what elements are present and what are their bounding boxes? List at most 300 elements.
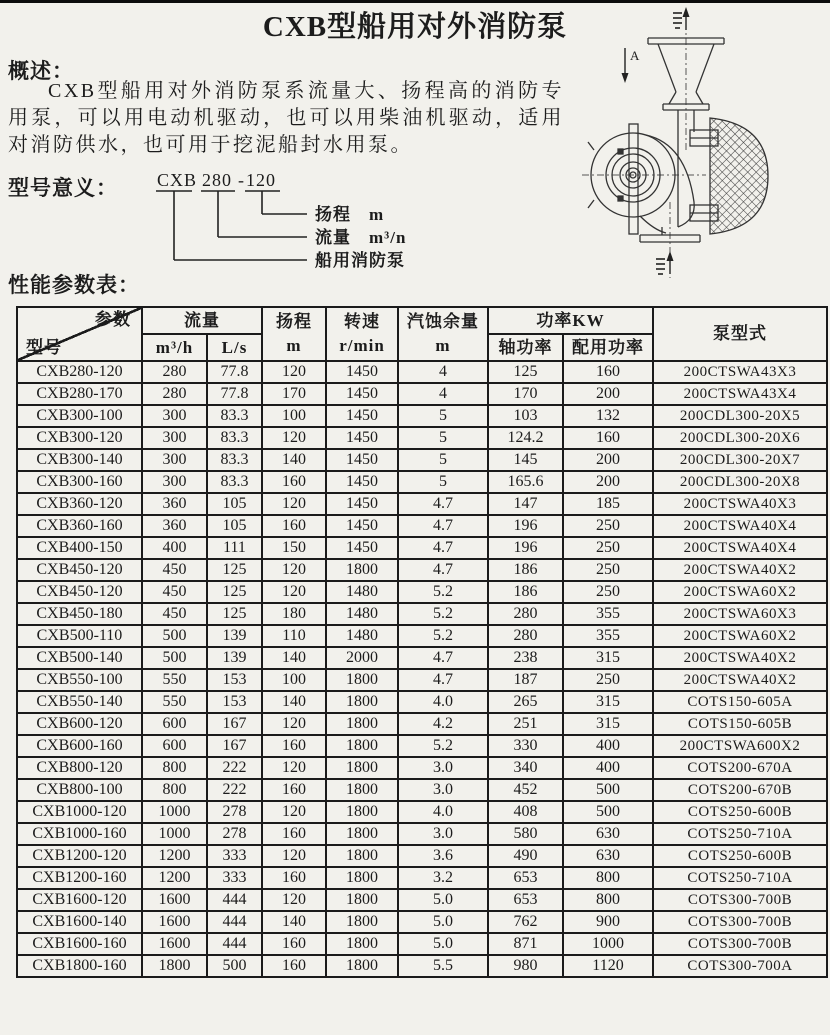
table-cell: 200CTSWA600X2	[653, 735, 827, 757]
table-cell: CXB300-100	[17, 405, 142, 427]
table-cell: 300	[142, 405, 207, 427]
table-cell: 200CDL300-20X8	[653, 471, 827, 493]
table-cell: 444	[207, 933, 262, 955]
table-row	[17, 493, 827, 515]
table-row	[17, 801, 827, 823]
table-cell: 200CTSWA43X3	[653, 361, 827, 383]
table-cell: 450	[142, 581, 207, 603]
table-cell: 1800	[326, 713, 398, 735]
table-cell: 580	[488, 823, 563, 845]
table-cell: CXB1200-120	[17, 845, 142, 867]
head-header	[262, 307, 326, 361]
table-cell: 222	[207, 757, 262, 779]
table-cell: 250	[563, 669, 653, 691]
table-cell: 360	[142, 493, 207, 515]
table-cell: 124.2	[488, 427, 563, 449]
table-cell: 83.3	[207, 449, 262, 471]
table-cell: 980	[488, 955, 563, 977]
table-cell: 1450	[326, 427, 398, 449]
table-cell: 1450	[326, 361, 398, 383]
table-cell: 300	[142, 471, 207, 493]
table-row	[17, 823, 827, 845]
table-cell: 1600	[142, 889, 207, 911]
table-cell: 400	[142, 537, 207, 559]
table-cell: 5.2	[398, 735, 488, 757]
table-cell: 160	[563, 427, 653, 449]
table-cell: 1480	[326, 603, 398, 625]
table-cell: CXB1000-160	[17, 823, 142, 845]
table-cell: 278	[207, 801, 262, 823]
table-cell: 500	[142, 625, 207, 647]
table-cell: 1450	[326, 537, 398, 559]
table-cell: 450	[142, 603, 207, 625]
table-row	[17, 625, 827, 647]
table-cell: COTS250-600B	[653, 801, 827, 823]
table-cell: COTS250-600B	[653, 845, 827, 867]
table-cell: 600	[142, 713, 207, 735]
table-cell: CXB550-140	[17, 691, 142, 713]
model-code-flow: 280	[202, 170, 232, 190]
table-cell: 120	[262, 845, 326, 867]
table-cell: COTS200-670B	[653, 779, 827, 801]
table-row	[17, 537, 827, 559]
table-cell: 83.3	[207, 471, 262, 493]
table-cell: CXB1600-140	[17, 911, 142, 933]
table-cell: 200CTSWA40X4	[653, 537, 827, 559]
table-cell: 1000	[142, 801, 207, 823]
table-cell: 77.8	[207, 361, 262, 383]
table-cell: 160	[563, 361, 653, 383]
table-cell: CXB450-180	[17, 603, 142, 625]
table-cell: 500	[142, 647, 207, 669]
table-cell: 200CTSWA40X3	[653, 493, 827, 515]
table-cell: 120	[262, 713, 326, 735]
table-cell: 2000	[326, 647, 398, 669]
table-cell: 4.0	[398, 691, 488, 713]
table-cell: 5.2	[398, 603, 488, 625]
table-cell: 280	[142, 383, 207, 405]
table-cell: 120	[262, 361, 326, 383]
table-cell: 5	[398, 449, 488, 471]
table-cell: 1800	[326, 889, 398, 911]
table-cell: 120	[262, 427, 326, 449]
table-row	[17, 757, 827, 779]
table-cell: 100	[262, 669, 326, 691]
table-cell: CXB1000-120	[17, 801, 142, 823]
table-cell: 125	[488, 361, 563, 383]
table-cell: 315	[563, 647, 653, 669]
table-cell: 1000	[563, 933, 653, 955]
table-cell: 111	[207, 537, 262, 559]
table-cell: CXB500-140	[17, 647, 142, 669]
table-cell: 140	[262, 911, 326, 933]
table-row	[17, 603, 827, 625]
table-row	[17, 845, 827, 867]
page-title: CXB型船用对外消防泵	[262, 11, 568, 43]
table-cell: 100	[262, 405, 326, 427]
table-cell: CXB1600-160	[17, 933, 142, 955]
table-cell: 1450	[326, 471, 398, 493]
table-header	[17, 307, 827, 361]
overview-heading: 概述：	[8, 59, 74, 83]
table-cell: 200CDL300-20X5	[653, 405, 827, 427]
table-cell: 120	[262, 889, 326, 911]
table-cell: 5.0	[398, 889, 488, 911]
table-cell: 200CTSWA40X4	[653, 515, 827, 537]
param-model-header	[17, 307, 142, 361]
table-cell: 196	[488, 515, 563, 537]
table-cell: CXB280-170	[17, 383, 142, 405]
table-row	[17, 559, 827, 581]
table-cell: 167	[207, 735, 262, 757]
table-cell: 160	[262, 933, 326, 955]
table-cell: 1480	[326, 581, 398, 603]
table-cell: 450	[142, 559, 207, 581]
table-cell: 1800	[326, 779, 398, 801]
table-cell: 500	[563, 779, 653, 801]
table-cell: COTS300-700A	[653, 955, 827, 977]
table-cell: 83.3	[207, 427, 262, 449]
table-cell: COTS250-710A	[653, 867, 827, 889]
table-cell: 185	[563, 493, 653, 515]
table-cell: 1800	[326, 669, 398, 691]
table-cell: 110	[262, 625, 326, 647]
param-label: 参数	[95, 310, 131, 329]
table-row	[17, 383, 827, 405]
table-cell: 77.8	[207, 383, 262, 405]
power-header: 功率KW	[488, 307, 653, 334]
table-cell: 139	[207, 647, 262, 669]
table-cell: CXB1200-160	[17, 867, 142, 889]
table-cell: 160	[262, 515, 326, 537]
table-cell: 1800	[326, 845, 398, 867]
table-cell: 200CTSWA40X2	[653, 647, 827, 669]
table-row	[17, 647, 827, 669]
table-cell: 4.7	[398, 647, 488, 669]
table-cell: 250	[563, 537, 653, 559]
table-cell: 186	[488, 581, 563, 603]
performance-table	[16, 306, 828, 978]
table-cell: 186	[488, 559, 563, 581]
table-cell: 165.6	[488, 471, 563, 493]
speed-header	[326, 307, 398, 361]
table-cell: 200CTSWA60X3	[653, 603, 827, 625]
table-cell: 120	[262, 559, 326, 581]
speed-label: 转速	[344, 312, 380, 331]
table-cell: 653	[488, 867, 563, 889]
table-cell: 3.6	[398, 845, 488, 867]
table-cell: 490	[488, 845, 563, 867]
table-cell: 900	[563, 911, 653, 933]
table-cell: 360	[142, 515, 207, 537]
table-cell: 1120	[563, 955, 653, 977]
table-cell: CXB550-100	[17, 669, 142, 691]
table-cell: 800	[563, 889, 653, 911]
table-cell: 300	[142, 427, 207, 449]
model-code-separator: -	[238, 170, 245, 190]
speed-unit: r/min	[339, 336, 385, 355]
table-cell: CXB300-120	[17, 427, 142, 449]
table-cell: 550	[142, 691, 207, 713]
table-cell: 4.7	[398, 669, 488, 691]
table-cell: 160	[262, 823, 326, 845]
table-cell: CXB600-160	[17, 735, 142, 757]
table-cell: 5	[398, 427, 488, 449]
table-cell: 1800	[142, 955, 207, 977]
table-cell: 4	[398, 361, 488, 383]
pump-type-header: 泵型式	[653, 307, 827, 361]
table-cell: 630	[563, 823, 653, 845]
table-cell: CXB1800-160	[17, 955, 142, 977]
table-cell: 200CTSWA60X2	[653, 581, 827, 603]
table-cell: 315	[563, 713, 653, 735]
table-cell: 3.2	[398, 867, 488, 889]
table-cell: 250	[563, 559, 653, 581]
table-cell: 3.0	[398, 779, 488, 801]
table-cell: CXB800-120	[17, 757, 142, 779]
table-cell: 132	[563, 405, 653, 427]
table-cell: 630	[563, 845, 653, 867]
table-cell: 139	[207, 625, 262, 647]
table-cell: CXB500-110	[17, 625, 142, 647]
table-cell: 160	[262, 779, 326, 801]
table-cell: 150	[262, 537, 326, 559]
table-cell: 120	[262, 493, 326, 515]
table-cell: 125	[207, 559, 262, 581]
table-cell: 4.2	[398, 713, 488, 735]
table-cell: 222	[207, 779, 262, 801]
table-cell: 200	[563, 383, 653, 405]
model-code-diagram	[132, 168, 562, 280]
table-cell: 1200	[142, 845, 207, 867]
table-cell: 4	[398, 383, 488, 405]
callout-head: 扬程 m	[315, 205, 385, 224]
table-cell: 333	[207, 845, 262, 867]
table-cell: 1800	[326, 867, 398, 889]
table-cell: 5	[398, 405, 488, 427]
table-cell: COTS300-700B	[653, 933, 827, 955]
table-cell: 340	[488, 757, 563, 779]
callout-pump-name: 船用消防泵	[315, 251, 405, 270]
table-cell: 333	[207, 867, 262, 889]
table-cell: 5.2	[398, 625, 488, 647]
table-cell: 160	[262, 735, 326, 757]
table-cell: 250	[563, 515, 653, 537]
table-cell: 120	[262, 581, 326, 603]
model-code-head: 120	[246, 170, 276, 190]
table-cell: COTS250-710A	[653, 823, 827, 845]
table-cell: 4.0	[398, 801, 488, 823]
table-cell: 1600	[142, 933, 207, 955]
table-cell: 3.0	[398, 823, 488, 845]
table-cell: COTS200-670A	[653, 757, 827, 779]
table-cell: 4.7	[398, 515, 488, 537]
table-cell: CXB300-140	[17, 449, 142, 471]
table-cell: 1800	[326, 955, 398, 977]
table-cell: 147	[488, 493, 563, 515]
table-row	[17, 449, 827, 471]
table-row	[17, 471, 827, 493]
table-row	[17, 933, 827, 955]
npsh-unit: m	[435, 336, 451, 355]
flow-header: 流量	[142, 307, 262, 334]
table-cell: 200CTSWA40X2	[653, 669, 827, 691]
outlet-arrow	[673, 7, 690, 30]
table-cell: 160	[262, 867, 326, 889]
table-cell: 355	[563, 603, 653, 625]
table-cell: 200CTSWA43X4	[653, 383, 827, 405]
table-cell: 120	[262, 757, 326, 779]
table-cell: CXB800-100	[17, 779, 142, 801]
table-cell: 250	[563, 581, 653, 603]
table-cell: 280	[142, 361, 207, 383]
table-cell: 1000	[142, 823, 207, 845]
table-cell: CXB600-120	[17, 713, 142, 735]
table-cell: CXB360-160	[17, 515, 142, 537]
centerlines	[582, 8, 706, 278]
table-row	[17, 955, 827, 977]
table-cell: 238	[488, 647, 563, 669]
table-cell: 1800	[326, 801, 398, 823]
table-row	[17, 361, 827, 383]
table-cell: 170	[262, 383, 326, 405]
table-cell: 4.7	[398, 493, 488, 515]
table-row	[17, 691, 827, 713]
table-cell: 4.7	[398, 559, 488, 581]
table-cell: 1600	[142, 911, 207, 933]
table-cell: COTS150-605B	[653, 713, 827, 735]
table-cell: 187	[488, 669, 563, 691]
model-meaning-heading: 型号意义：	[8, 176, 118, 200]
shaft-power-header: 轴功率	[488, 334, 563, 361]
table-cell: 600	[142, 735, 207, 757]
table-cell: 125	[207, 581, 262, 603]
table-cell: 200CDL300-20X6	[653, 427, 827, 449]
table-cell: 1200	[142, 867, 207, 889]
table-cell: 278	[207, 823, 262, 845]
table-cell: 400	[563, 757, 653, 779]
overview-paragraph: CXB型船用对外消防泵系流量大、扬程高的消防专用泵，可以用电动机驱动，也可以用柴油机驱动，适用对消防供水，也可用于挖泥船封水用泵。	[8, 80, 564, 156]
npsh-label: 汽蚀余量	[407, 312, 479, 331]
table-cell: 200	[563, 449, 653, 471]
section-a-label: A	[630, 48, 640, 63]
table-cell: 3.0	[398, 757, 488, 779]
table-cell: 330	[488, 735, 563, 757]
table-cell: 1800	[326, 757, 398, 779]
table-row	[17, 713, 827, 735]
table-cell: 4.7	[398, 537, 488, 559]
table-cell: 280	[488, 603, 563, 625]
table-cell: 762	[488, 911, 563, 933]
model-label: 型号	[26, 338, 62, 357]
table-cell: 5.0	[398, 911, 488, 933]
table-cell: 444	[207, 911, 262, 933]
table-cell: COTS300-700B	[653, 889, 827, 911]
table-cell: 452	[488, 779, 563, 801]
table-row	[17, 867, 827, 889]
table-cell: 300	[142, 449, 207, 471]
table-cell: 5.5	[398, 955, 488, 977]
table-cell: 550	[142, 669, 207, 691]
table-row	[17, 515, 827, 537]
flow-unit-m3h: m³/h	[142, 334, 207, 361]
table-cell: 140	[262, 647, 326, 669]
pump-drawing	[578, 2, 790, 282]
table-cell: 1800	[326, 559, 398, 581]
table-cell: 1800	[326, 933, 398, 955]
table-cell: 5.2	[398, 581, 488, 603]
table-row	[17, 911, 827, 933]
table-cell: 1800	[326, 911, 398, 933]
table-row	[17, 889, 827, 911]
table-row	[17, 427, 827, 449]
table-row	[17, 779, 827, 801]
table-cell: 153	[207, 691, 262, 713]
table-row	[17, 581, 827, 603]
table-cell: 180	[262, 603, 326, 625]
table-cell: 140	[262, 449, 326, 471]
rated-power-header: 配用功率	[563, 334, 653, 361]
table-cell: 800	[142, 757, 207, 779]
table-cell: 120	[262, 801, 326, 823]
table-cell: 105	[207, 515, 262, 537]
table-cell: CXB450-120	[17, 559, 142, 581]
table-cell: CXB400-150	[17, 537, 142, 559]
table-cell: 200CTSWA60X2	[653, 625, 827, 647]
table-cell: 653	[488, 889, 563, 911]
head-unit: m	[286, 336, 302, 355]
table-cell: 871	[488, 933, 563, 955]
flow-unit-ls: L/s	[207, 334, 262, 361]
table-cell: 500	[207, 955, 262, 977]
table-cell: 167	[207, 713, 262, 735]
table-cell: 5	[398, 471, 488, 493]
table-cell: 196	[488, 537, 563, 559]
table-cell: CXB1600-120	[17, 889, 142, 911]
table-cell: 400	[563, 735, 653, 757]
table-cell: 408	[488, 801, 563, 823]
table-cell: 1450	[326, 449, 398, 471]
table-cell: 1800	[326, 691, 398, 713]
table-row	[17, 669, 827, 691]
table-cell: 500	[563, 801, 653, 823]
table-cell: CXB450-120	[17, 581, 142, 603]
coupling-guard	[710, 118, 768, 234]
table-cell: 5.0	[398, 933, 488, 955]
performance-table-heading: 性能参数表：	[8, 273, 140, 297]
model-code-series: CXB	[157, 170, 198, 190]
table-cell: 1450	[326, 383, 398, 405]
table-cell: 315	[563, 691, 653, 713]
section-a-arrow	[622, 48, 629, 83]
table-cell: COTS150-605A	[653, 691, 827, 713]
table-cell: 103	[488, 405, 563, 427]
table-cell: COTS300-700B	[653, 911, 827, 933]
callout-flow: 流量 m³/n	[315, 228, 407, 247]
table-cell: 160	[262, 955, 326, 977]
table-cell: 444	[207, 889, 262, 911]
head-label: 扬程	[276, 312, 312, 331]
table-cell: 1450	[326, 405, 398, 427]
table-cell: 800	[142, 779, 207, 801]
table-cell: 1800	[326, 735, 398, 757]
table-cell: 160	[262, 471, 326, 493]
table-cell: CXB360-120	[17, 493, 142, 515]
table-cell: 280	[488, 625, 563, 647]
table-cell: 800	[563, 867, 653, 889]
table-cell: 251	[488, 713, 563, 735]
table-cell: 200	[563, 471, 653, 493]
